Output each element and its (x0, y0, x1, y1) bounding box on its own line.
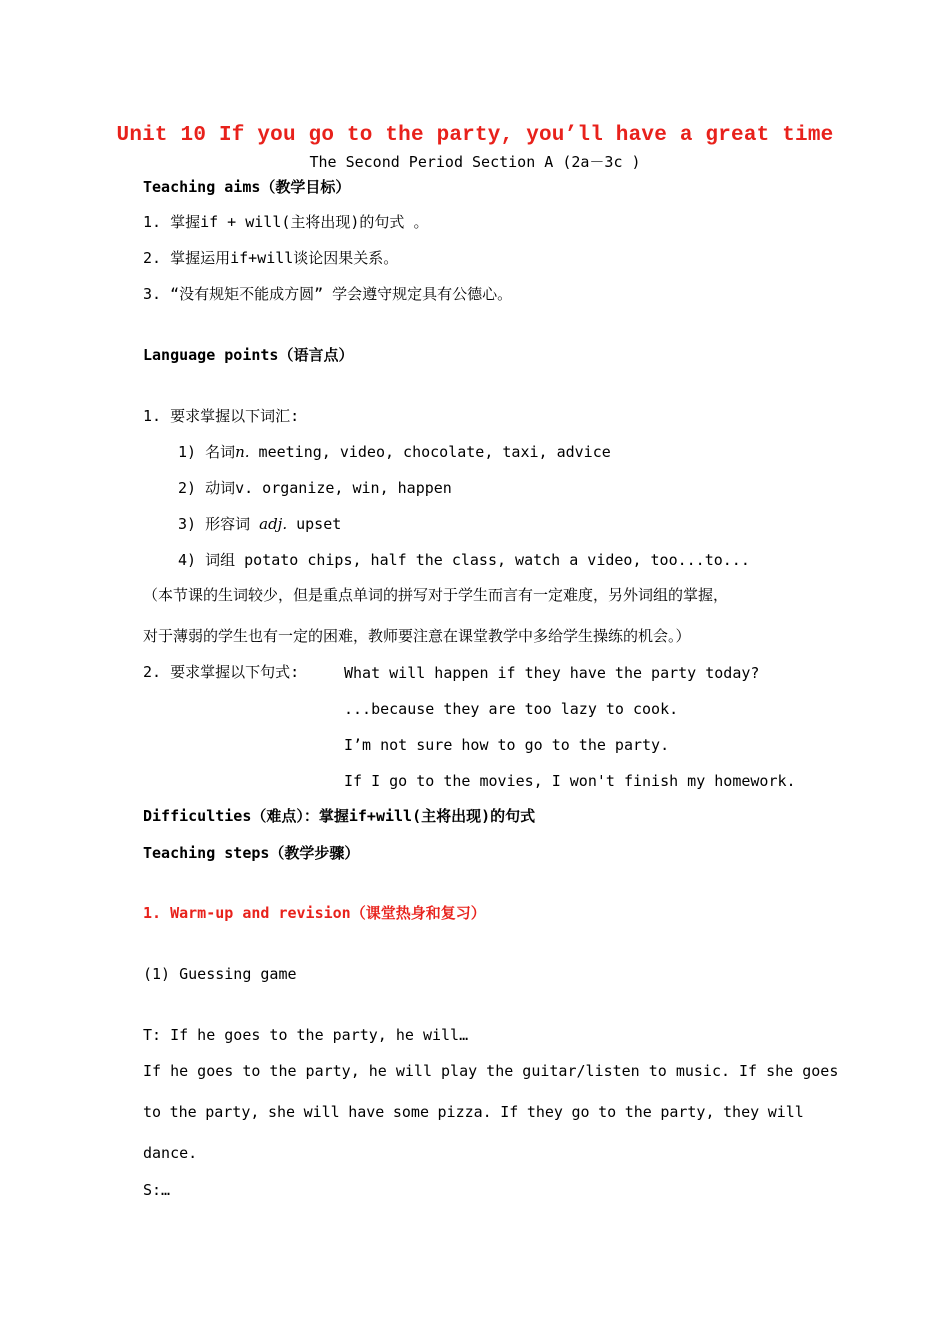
vocab-item-phrases (178, 550, 750, 570)
vocab-item-noun (178, 442, 611, 462)
sentence-pattern: ...because they are too lazy to cook. (344, 700, 679, 718)
paragraph-word: have (348, 1103, 385, 1121)
sentence-heading: 2. 要求掌握以下句式: (143, 663, 300, 681)
vocab-words: organize, win, happen (253, 479, 452, 497)
paragraph-word: party, (660, 1103, 715, 1121)
example-paragraph-line: dance. (143, 1144, 198, 1162)
vocab-pos: adj. (259, 515, 288, 533)
example-paragraph-line: If he goes to the party, he will play the guitar/listen to music. If she goes (143, 1062, 839, 1080)
vocab-words: upset (287, 515, 342, 533)
paragraph-word: they (723, 1103, 760, 1121)
aim-item: 3. “没有规矩不能成方圆” 学会遵守规定具有公德心。 (143, 285, 513, 303)
vocab-words: potato chips, half the class, watch a video, too...to... (235, 551, 750, 569)
vocab-prefix: 3) 形容词 (178, 515, 260, 533)
example-paragraph-line (143, 1102, 804, 1122)
paragraph-word: some (392, 1103, 429, 1121)
paragraph-word: go (571, 1103, 590, 1121)
vocab-prefix: 2) 动词 (178, 479, 236, 497)
step1-heading: 1. Warm-up and revision（课堂热身和复习） (143, 904, 486, 922)
vocab-note-line: （本节课的生词较少，但是重点单词的拼写对于学生而言有一定难度，另外词组的掌握， (143, 586, 729, 604)
paragraph-word: they (526, 1103, 563, 1121)
sentence-pattern: If I go to the movies, I won't finish my homework. (344, 772, 796, 790)
vocab-pos: v. (235, 479, 254, 497)
vocab-item-verb (178, 478, 452, 498)
vocab-heading: 1. 要求掌握以下词汇: (143, 407, 300, 425)
paragraph-word: to (598, 1103, 617, 1121)
difficulties-line: Difficulties（难点）：掌握if+will(主将出现)的句式 (143, 807, 536, 825)
sentence-pattern: I’m not sure how to go to the party. (344, 736, 670, 754)
vocab-prefix: 4) 词组 (178, 551, 236, 569)
paragraph-word: If (500, 1103, 519, 1121)
paragraph-word: to (143, 1103, 162, 1121)
student-response: S:… (143, 1181, 171, 1199)
sentence-pattern: What will happen if they have the party today? (344, 664, 760, 682)
aim-item: 1. 掌握if + will(主将出现)的句式 。 (143, 213, 429, 231)
paragraph-word: will (303, 1103, 340, 1121)
paragraph-word: the (624, 1103, 652, 1121)
paragraph-word: party, (205, 1103, 260, 1121)
vocab-pos: n. (235, 443, 250, 461)
paragraph-word: will (767, 1103, 804, 1121)
document-title: Unit 10 If you go to the party, you’ll have a great time (116, 124, 834, 147)
guessing-game-label: (1) Guessing game (143, 965, 297, 983)
paragraph-word: she (267, 1103, 296, 1121)
vocab-note-line: 对于薄弱的学生也有一定的困难，教师要注意在课堂教学中多给学生操练的机会。） (143, 627, 691, 645)
aim-item: 2. 掌握运用if+will谈论因果关系。 (143, 249, 399, 267)
teacher-prompt: T: If he goes to the party, he will… (143, 1026, 469, 1044)
paragraph-word: the (169, 1103, 197, 1121)
document-subtitle: The Second Period Section A (2a－3c ) (309, 153, 641, 171)
vocab-words: meeting, video, chocolate, taxi, advice (249, 443, 611, 461)
language-heading: Language points（语言点） (143, 346, 354, 364)
vocab-item-adjective (178, 514, 341, 534)
steps-heading: Teaching steps（教学步骤） (143, 844, 360, 862)
aims-heading: Teaching aims（教学目标） (143, 178, 351, 196)
paragraph-word: pizza. (437, 1103, 492, 1121)
vocab-prefix: 1) 名词 (178, 443, 236, 461)
